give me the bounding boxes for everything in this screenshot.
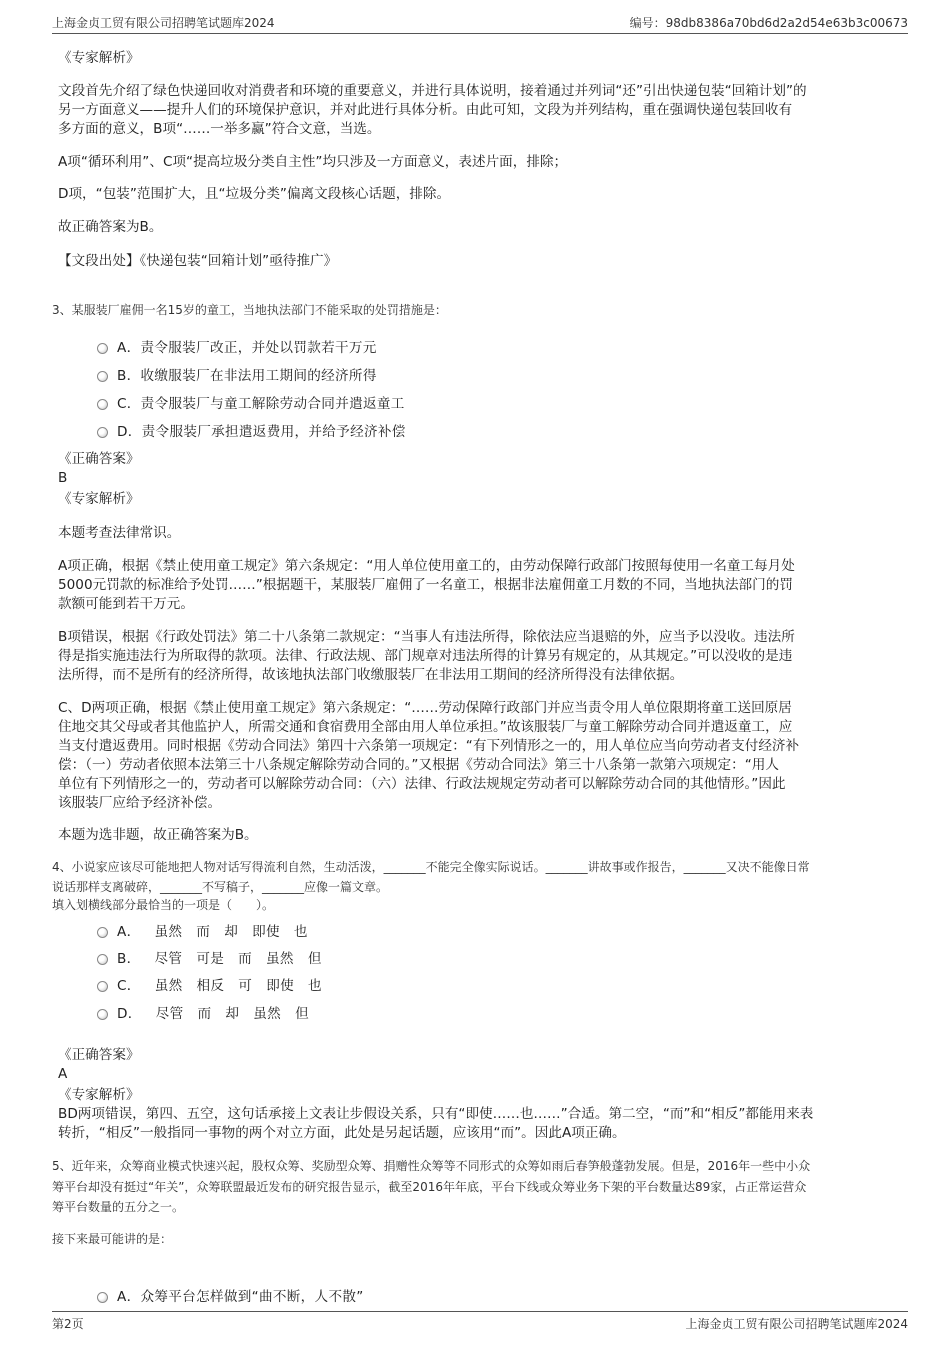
footer-title: 上海金贞工贸有限公司招聘笔试题库2024 [685, 1317, 908, 1331]
q2-para4: 故正确答案为B。 [58, 219, 163, 235]
q5-option-a[interactable]: A．众筹平台怎样做到“曲不断，人不散” [97, 1285, 364, 1305]
q5-stem-line1: 5、近年来，众筹商业模式快速兴起，股权众筹、奖励型众筹、捐赠性众筹等不同形式的众筹如雨后春笋般蓬勃发展。但是，2016年一些中小众 [52, 1159, 811, 1173]
q3-paraA-line3: 款额可能到若干万元。 [58, 596, 194, 612]
q4-option-b[interactable]: B． 尽管 可是 而 虽然 但 [97, 947, 322, 967]
q4-stem-line1: 4、小说家应该尽可能地把人物对话写得流利自然，生动活泼，_______不能完全像实际说话。_______讲故事或作报告，_______又决不能像日常 [52, 860, 810, 874]
q4-stem-line3: 填入划横线部分最恰当的一项是（ ）。 [52, 898, 275, 912]
q3-stem: 3、某服装厂雇佣一名15岁的童工，当地执法部门不能采取的处罚措施是： [52, 303, 447, 317]
q4-option-c[interactable]: C． 虽然 相反 可 即使 也 [97, 974, 322, 994]
q2-analysis-label: 《专家解析》 [58, 50, 140, 66]
q3-intro: 本题考查法律常识。 [58, 525, 181, 541]
q3-paraCD-line3: 当支付遣返费用。同时根据《劳动合同法》第四十六条第一项规定：“有下列情形之一的，用人单位应当向劳动者支付经济补 [58, 738, 800, 754]
header-code [630, 14, 908, 31]
q3-option-d[interactable]: D．责令服装厂承担遣返费用，并给予经济补偿 [97, 420, 406, 440]
header-code-label: 编号： [629, 16, 666, 30]
q3-option-a[interactable]: A．责令服装厂改正，并处以罚款若干万元 [97, 336, 377, 356]
q3-paraCD-line6: 该服装厂应给予经济补偿。 [58, 795, 222, 811]
q4-option-d[interactable]: D． 尽管 而 却 虽然 但 [97, 1002, 309, 1022]
radio-icon[interactable] [97, 1292, 108, 1303]
q2-para2: A项“循环利用”、C项“提高垃圾分类自主性”均只涉及一方面意义，表述片面，排除； [58, 154, 568, 170]
q3-paraCD-line4: 偿：（一）劳动者依照本法第三十八条规定解除劳动合同的。”又根据《劳动合同法》第三十八条第一款第六项规定：“用人 [58, 757, 779, 773]
footer-page: 第2页 [52, 1317, 84, 1331]
q2-para3: D项，“包装”范围扩大，且“垃圾分类”偏离文段核心话题，排除。 [58, 186, 451, 202]
q3-option-b[interactable]: B．收缴服装厂在非法用工期间的经济所得 [97, 364, 377, 384]
radio-icon[interactable] [97, 399, 108, 410]
q5-stem-line2: 筹平台却没有挺过“年关”，众筹联盟最近发布的研究报告显示，截至2016年年底，平台下线或众筹业务下架的平台数量达89家，占正常运营众 [52, 1180, 807, 1194]
q3-answer-label: 《正确答案》 [58, 451, 140, 467]
q3-paraCD-line5: 单位有下列情形之一的，劳动者可以解除劳动合同：（六）法律、行政法规规定劳动者可以解除劳动合同的其他情形。”因此 [58, 776, 786, 792]
header-code-value: 98db8386a70bd6d2a2d54e63b3c00673 [665, 16, 908, 30]
footer-divider [52, 1311, 908, 1312]
header-divider [52, 33, 908, 34]
q4-analysis-line1: BD两项错误，第四、五空，这句话承接上文表让步假设关系，只有“即使……也……”合适。第二空，“而”和“相反”都能用来表 [58, 1106, 814, 1122]
q4-answer: A [58, 1066, 68, 1082]
radio-icon[interactable] [97, 427, 108, 438]
q2-source: 【文段出处】《快递包装“回箱计划”亟待推广》 [58, 253, 338, 269]
radio-icon[interactable] [97, 371, 108, 382]
q3-paraB-line3: 法所得，而不是所有的经济所得，故该地执法部门收缴服装厂在非法用工期间的经济所得没有法律依据。 [58, 667, 684, 683]
q3-paraB-line1: B项错误，根据《行政处罚法》第二十八条第二款规定：“当事人有违法所得，除依法应当退赔的外，应当予以没收。违法所 [58, 629, 795, 645]
q4-stem-line2: 说话那样支离破碎，_______不写稿子，_______应像一篇文章。 [52, 880, 389, 894]
header-title: 上海金贞工贸有限公司招聘笔试题库2024 [52, 16, 275, 30]
q4-analysis-label: 《专家解析》 [58, 1087, 140, 1103]
q5-stem-line3: 筹平台数量的五分之一。 [52, 1200, 185, 1214]
radio-icon[interactable] [97, 1009, 108, 1020]
q3-paraCD-line2: 住地交其父母或者其他监护人，所需交通和食宿费用全部由用人单位承担。”故该服装厂与童工解除劳动合同并遣返童工，应 [58, 719, 793, 735]
radio-icon[interactable] [97, 954, 108, 965]
q3-analysis-label: 《专家解析》 [58, 491, 140, 507]
radio-icon[interactable] [97, 981, 108, 992]
q3-paraCD-line1: C、D两项正确，根据《禁止使用童工规定》第六条规定：“……劳动保障行政部门并应当责令用人单位限期将童工送回原居 [58, 700, 792, 716]
q2-para1-line2: 另一方面意义——提升人们的环境保护意识，并对此进行具体分析。由此可知，文段为并列结构，重在强调快递包装回收有 [58, 102, 793, 118]
q4-option-a[interactable]: A． 虽然 而 却 即使 也 [97, 920, 308, 940]
q3-answer: B [58, 470, 68, 486]
q4-analysis-line2: 转折，“相反”一般指同一事物的两个对立方面，此处是另起话题，应该用“而”。因此A项正确。 [58, 1125, 626, 1141]
q3-conclusion: 本题为选非题，故正确答案为B。 [58, 827, 258, 843]
q3-paraA-line2: 5000元罚款的标准给予处罚……”根据题干，某服装厂雇佣了一名童工，根据非法雇佣童工月数的不同，当地执法部门的罚 [58, 577, 793, 593]
q5-prompt: 接下来最可能讲的是： [52, 1232, 173, 1246]
q3-paraA-line1: A项正确，根据《禁止使用童工规定》第六条规定：“用人单位使用童工的，由劳动保障行政部门按照每使用一名童工每月处 [58, 558, 795, 574]
radio-icon[interactable] [97, 343, 108, 354]
q2-para1-line1: 文段首先介绍了绿色快递回收对消费者和环境的重要意义，并进行具体说明，接着通过并列词“还”引出快递包装“回箱计划”的 [58, 83, 807, 99]
q3-option-c[interactable]: C．责令服装厂与童工解除劳动合同并遣返童工 [97, 392, 405, 412]
radio-icon[interactable] [97, 927, 108, 938]
q2-para1-line3: 多方面的意义，B项“……一举多赢”符合文意，当选。 [58, 121, 381, 137]
q4-answer-label: 《正确答案》 [58, 1047, 140, 1063]
q3-paraB-line2: 得是指实施违法行为所取得的款项。法律、行政法规、部门规章对违法所得的计算另有规定的，从其规定。”可以没收的是违 [58, 648, 793, 664]
